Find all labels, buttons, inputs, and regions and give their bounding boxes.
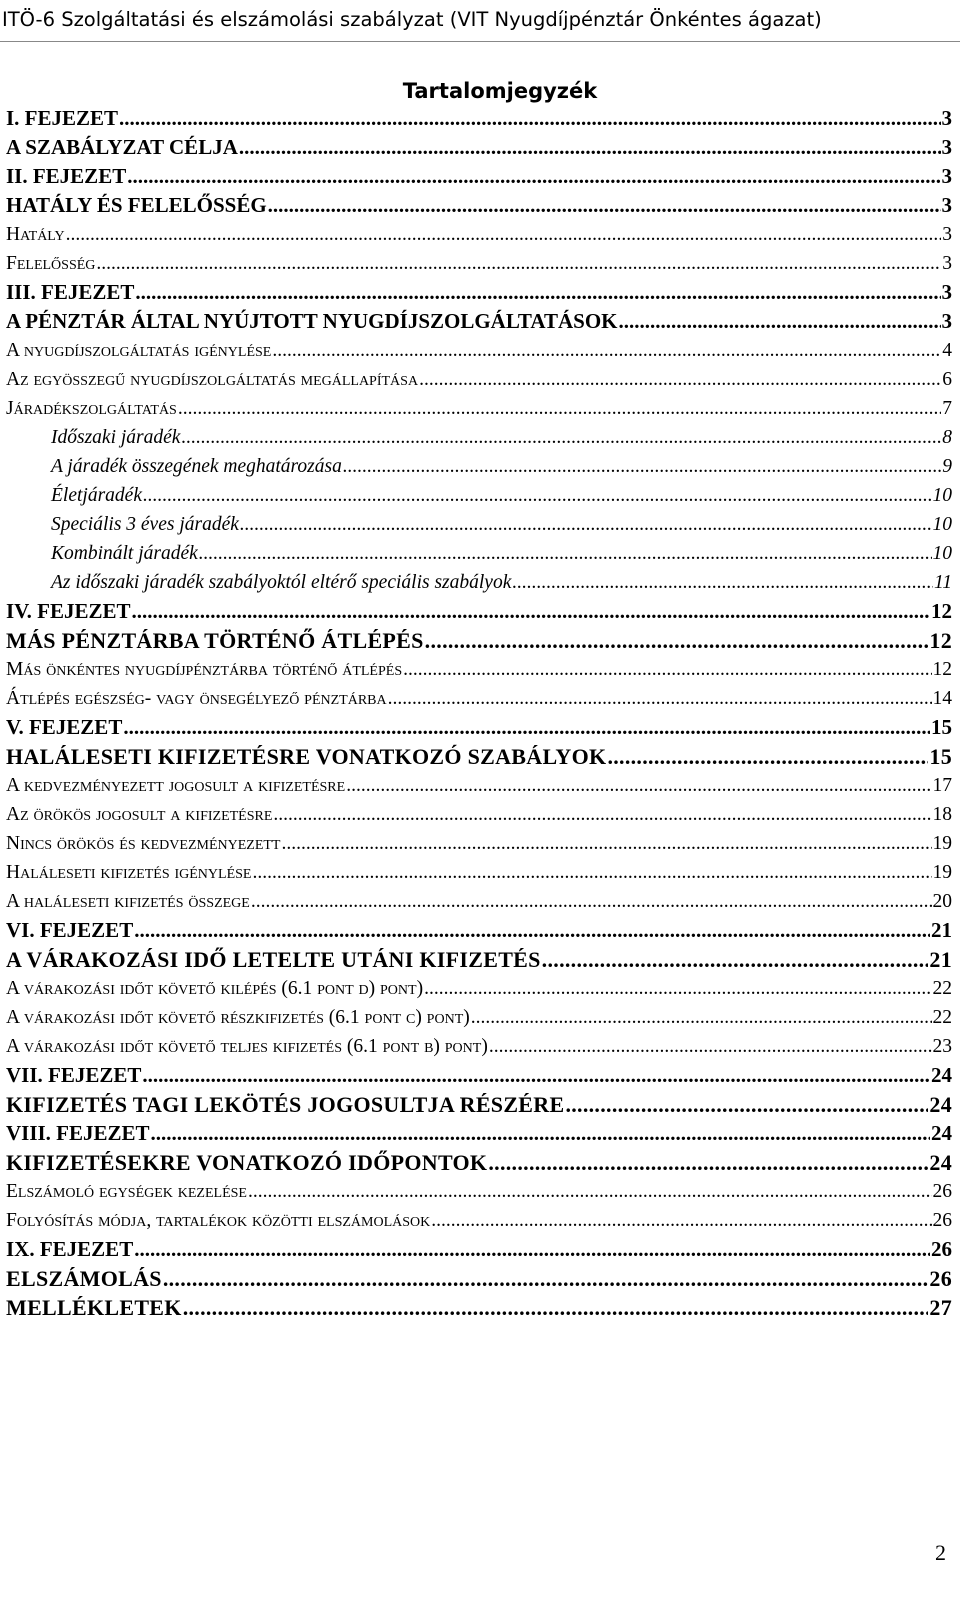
toc-entry-title: A kedvezményezett jogosult a kifizetésre [6, 775, 346, 796]
toc-entry-page: 10 [932, 514, 952, 535]
toc-entry-title: MÁS PÉNZTÁRBA TÖRTÉNŐ ÁTLÉPÉS [6, 628, 424, 653]
toc-entry-title: A várakozási időt követő teljes kifizetés (6.1 pont b) pont) [6, 1036, 488, 1057]
toc-dot-leader [132, 597, 931, 626]
toc-dot-leader [272, 336, 941, 365]
toc-entry-page: 12 [931, 599, 952, 623]
toc-entry[interactable] [6, 162, 952, 191]
toc-entry-page: 24 [929, 1150, 952, 1175]
toc-dot-leader [489, 1032, 932, 1061]
toc-entry[interactable] [6, 1235, 952, 1264]
toc-entry-title: KIFIZETÉSEKRE VONATKOZÓ IDŐPONTOK [6, 1150, 488, 1175]
toc-dot-leader [281, 829, 931, 858]
toc-entry[interactable] [6, 684, 952, 713]
toc-entry[interactable] [6, 1119, 952, 1148]
toc-dot-leader [163, 1264, 929, 1293]
toc-entry-page: 24 [929, 1092, 952, 1117]
toc-entry-title: Nincs örökös és kedvezményezett [6, 833, 281, 854]
toc-entry[interactable] [6, 771, 952, 800]
toc-entry-page: 3 [941, 135, 952, 159]
toc-entry[interactable] [6, 365, 952, 394]
toc-entry-title: HALÁLESETI KIFIZETÉSRE VONATKOZÓ SZABÁLYOK [6, 744, 607, 769]
toc-dot-leader [199, 539, 932, 568]
toc-entry[interactable] [6, 858, 952, 887]
toc-entry-page: 10 [932, 485, 952, 506]
toc-entry[interactable] [6, 1148, 952, 1177]
toc-entry[interactable] [6, 1264, 952, 1293]
toc-dot-leader [607, 742, 928, 771]
toc-dot-leader [134, 916, 930, 945]
toc-entry-page: 15 [931, 715, 952, 739]
toc-entry[interactable] [6, 510, 952, 539]
toc-entry[interactable] [6, 1003, 952, 1032]
toc-entry[interactable] [6, 887, 952, 916]
toc-dot-leader [119, 104, 940, 133]
toc-entry[interactable] [6, 249, 952, 278]
toc-entry-title: Folyósítás módja, tartalékok közötti elszámolások [6, 1210, 431, 1231]
toc-dot-leader [96, 249, 941, 278]
toc-entry[interactable] [6, 655, 952, 684]
toc-entry-title: A járadék összegének meghatározása [51, 456, 342, 477]
toc-entry-title: A haláleseti kifizetés összege [6, 891, 250, 912]
toc-entry[interactable] [6, 945, 952, 974]
toc-entry-page: 3 [941, 309, 952, 333]
toc-entry[interactable] [6, 220, 952, 249]
toc-entry[interactable] [6, 133, 952, 162]
toc-dot-leader [183, 1293, 929, 1322]
toc-entry-page: 15 [929, 744, 952, 769]
toc-dot-leader [471, 1003, 932, 1032]
toc-entry-title: A PÉNZTÁR ÁLTAL NYÚJTOTT NYUGDÍJSZOLGÁLTATÁSOK [6, 309, 618, 333]
toc-entry[interactable] [6, 597, 952, 626]
toc-entry[interactable] [6, 336, 952, 365]
header-title: ITÖ-6 Szolgáltatási és elszámolási szabályzat (VIT Nyugdíjpénztár Önkéntes ágazat) [2, 8, 822, 31]
toc-dot-leader [252, 858, 931, 887]
toc-entry-page: 3 [942, 253, 952, 274]
toc-dot-leader [512, 568, 933, 597]
toc-entry-page: 21 [931, 918, 952, 942]
toc-entry-page: 26 [932, 1181, 952, 1202]
toc-entry-title: Az időszaki járadék szabályoktól eltérő speciális szabályok [51, 572, 512, 593]
toc-entry-title: Életjáradék [51, 485, 142, 506]
toc-entry[interactable] [6, 1293, 952, 1322]
toc-entry-title: ELSZÁMOLÁS [6, 1266, 162, 1291]
toc-entry-page: 3 [941, 193, 952, 217]
toc-dot-leader [240, 510, 932, 539]
toc-title: Tartalomjegyzék [402, 79, 598, 103]
toc-entry-title: Haláleseti kifizetés igénylése [6, 862, 252, 883]
toc-dot-leader [542, 945, 929, 974]
toc-entry[interactable] [6, 1061, 952, 1090]
header-divider [0, 41, 960, 42]
toc-entry-title: A nyugdíjszolgáltatás igénylése [6, 340, 272, 361]
toc-dot-leader [66, 220, 942, 249]
toc-dot-leader [127, 162, 940, 191]
toc-entry[interactable] [6, 307, 952, 336]
toc-dot-leader [424, 974, 931, 1003]
toc-entry[interactable] [6, 1206, 952, 1235]
toc-entry[interactable] [6, 1032, 952, 1061]
toc-entry-page: 21 [929, 947, 952, 972]
toc-entry-page: 27 [929, 1295, 952, 1320]
toc-dot-leader [143, 481, 932, 510]
toc-entry-page: 6 [942, 369, 952, 390]
toc-entry[interactable] [6, 481, 952, 510]
toc-dot-leader [488, 1148, 928, 1177]
toc-entry-page: 24 [931, 1063, 952, 1087]
toc-entry-title: Kombinált járadék [51, 543, 198, 564]
toc-dot-leader [178, 394, 941, 423]
toc-entry-title: Az örökös jogosult a kifizetésre [6, 804, 273, 825]
toc-entry-title: Átlépés egészség- vagy önsegélyező pénztárba [6, 688, 387, 709]
toc-entry-page: 8 [942, 427, 952, 448]
toc-entry[interactable] [6, 539, 952, 568]
toc-entry[interactable] [6, 278, 952, 307]
toc-entry[interactable] [6, 742, 952, 771]
toc-entry-page: 3 [941, 280, 952, 304]
toc-dot-leader [248, 1177, 932, 1206]
table-of-contents [6, 104, 958, 1322]
toc-entry-title: A SZABÁLYZAT CÉLJA [6, 135, 238, 159]
toc-entry-page: 12 [932, 659, 952, 680]
toc-entry-title: Elszámoló egységek kezelése [6, 1181, 247, 1202]
toc-entry-page: 12 [929, 628, 952, 653]
toc-dot-leader [251, 887, 932, 916]
toc-dot-leader [425, 626, 929, 655]
toc-entry[interactable] [6, 394, 952, 423]
toc-entry-page: 10 [932, 543, 952, 564]
toc-entry[interactable] [6, 1090, 952, 1119]
toc-dot-leader [142, 1061, 930, 1090]
toc-entry-title: IV. FEJEZET [6, 599, 131, 623]
toc-entry-page: 19 [932, 862, 952, 883]
toc-entry-page: 20 [932, 891, 952, 912]
toc-entry-title: KIFIZETÉS TAGI LEKÖTÉS JOGOSULTJA RÉSZÉRE [6, 1092, 565, 1117]
toc-entry-page: 4 [942, 340, 952, 361]
toc-entry-title: Az egyösszegű nyugdíjszolgáltatás megállapítása [6, 369, 419, 390]
toc-entry-page: 14 [932, 688, 952, 709]
toc-entry-page: 3 [942, 224, 952, 245]
toc-entry[interactable] [6, 568, 952, 597]
toc-entry[interactable] [6, 626, 952, 655]
toc-entry-title: I. FEJEZET [6, 106, 119, 130]
toc-entry-title: Speciális 3 éves járadék [51, 514, 239, 535]
toc-dot-leader [343, 452, 941, 481]
toc-entry[interactable] [6, 916, 952, 945]
toc-entry-page: 24 [931, 1121, 952, 1145]
page-number: 2 [935, 1540, 946, 1565]
toc-entry[interactable] [6, 423, 952, 452]
document-header [0, 0, 960, 44]
toc-entry-title: VI. FEJEZET [6, 918, 134, 942]
toc-entry-page: 19 [932, 833, 952, 854]
toc-dot-leader [346, 771, 931, 800]
toc-entry[interactable] [6, 452, 952, 481]
toc-dot-leader [239, 133, 941, 162]
toc-entry-title: III. FEJEZET [6, 280, 135, 304]
toc-entry-title: V. FEJEZET [6, 715, 123, 739]
toc-entry-title: VIII. FEJEZET [6, 1121, 150, 1145]
toc-dot-leader [123, 713, 930, 742]
toc-entry-title: Más önkéntes nyugdíjpénztárba történő átlépés [6, 659, 403, 680]
toc-entry[interactable] [6, 829, 952, 858]
toc-dot-leader [388, 684, 932, 713]
toc-entry-page: 18 [932, 804, 952, 825]
toc-entry[interactable] [6, 1177, 952, 1206]
toc-entry-title: II. FEJEZET [6, 164, 127, 188]
toc-entry-title: A várakozási időt követő részkifizetés (6.1 pont c) pont) [6, 1007, 470, 1028]
toc-entry-title: A VÁRAKOZÁSI IDŐ LETELTE UTÁNI KIFIZETÉS [6, 947, 541, 972]
toc-entry-page: 26 [931, 1237, 952, 1261]
toc-entry-page: 22 [932, 978, 952, 999]
toc-entry-page: 17 [932, 775, 952, 796]
toc-entry-title: Felelősség [6, 253, 96, 274]
toc-entry[interactable] [6, 191, 952, 220]
toc-dot-leader [431, 1206, 931, 1235]
toc-entry-page: 7 [942, 398, 952, 419]
toc-dot-leader [151, 1119, 930, 1148]
toc-dot-leader [273, 800, 931, 829]
toc-entry-title: MELLÉKLETEK [6, 1295, 182, 1320]
toc-entry-page: 9 [942, 456, 952, 477]
toc-entry-title: Járadékszolgáltatás [6, 398, 177, 419]
toc-entry-page: 22 [932, 1007, 952, 1028]
toc-dot-leader [135, 278, 940, 307]
toc-entry-page: 23 [932, 1036, 952, 1057]
toc-entry-title: A várakozási időt követő kilépés (6.1 pont d) pont) [6, 978, 424, 999]
toc-dot-leader [268, 191, 941, 220]
toc-dot-leader [619, 307, 941, 336]
toc-entry[interactable] [6, 974, 952, 1003]
toc-entry-page: 3 [941, 106, 952, 130]
toc-entry-page: 26 [932, 1210, 952, 1231]
toc-entry-title: Időszaki járadék [51, 427, 181, 448]
toc-dot-leader [134, 1235, 930, 1264]
toc-dot-leader [181, 423, 941, 452]
toc-entry-title: VII. FEJEZET [6, 1063, 142, 1087]
toc-entry[interactable] [6, 800, 952, 829]
toc-entry[interactable] [6, 713, 952, 742]
toc-entry-title: Hatály [6, 224, 65, 245]
toc-entry[interactable] [6, 104, 952, 133]
toc-dot-leader [565, 1090, 928, 1119]
toc-entry-page: 26 [929, 1266, 952, 1291]
toc-entry-title: IX. FEJEZET [6, 1237, 134, 1261]
toc-entry-page: 3 [941, 164, 952, 188]
toc-entry-title: HATÁLY ÉS FELELŐSSÉG [6, 193, 267, 217]
toc-entry-page: 11 [933, 572, 952, 593]
toc-dot-leader [403, 655, 931, 684]
toc-dot-leader [419, 365, 941, 394]
